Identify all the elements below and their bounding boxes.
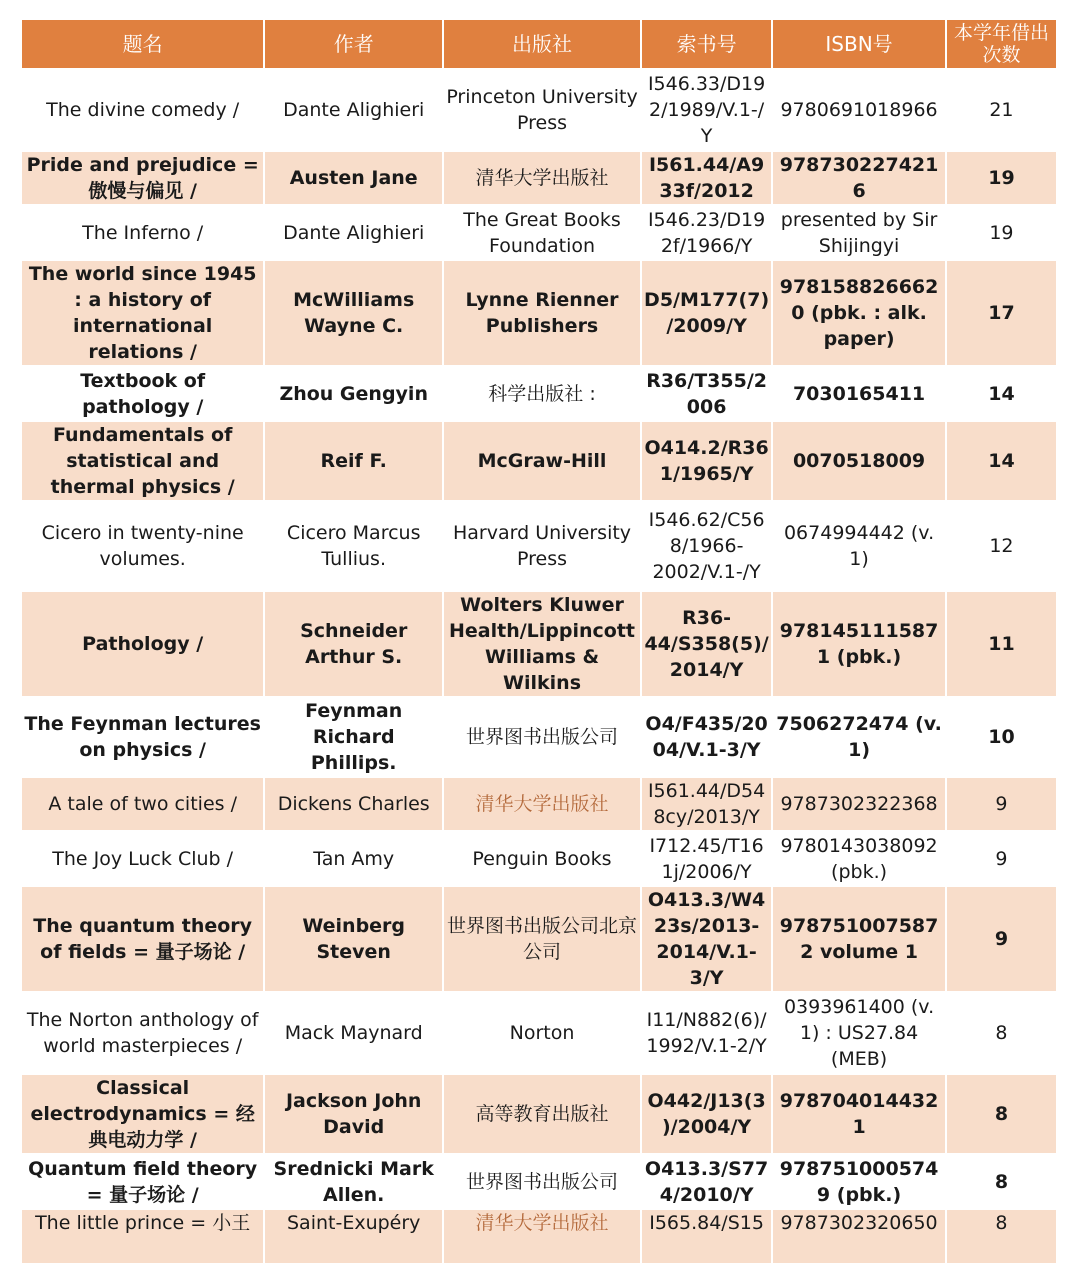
cell-borrow-count: 8: [947, 1075, 1056, 1153]
cell-isbn: 9780691018966: [773, 70, 945, 150]
cell-title: The Joy Luck Club /: [22, 832, 263, 885]
cell-publisher: Princeton University Press: [444, 70, 640, 150]
book-borrow-ranking-sheet: [22, 20, 1060, 1265]
cell-publisher: 高等教育出版社: [444, 1075, 640, 1153]
cell-call-number: O413.3/W423s/2013-2014/V.1-3/Y: [642, 887, 771, 991]
cell-call-number: O4/F435/2004/V.1-3/Y: [642, 698, 771, 776]
cell-author: Weinberg Steven: [265, 887, 442, 991]
table-row: [22, 152, 1056, 204]
header-author: 作者: [265, 20, 442, 68]
cell-publisher: Penguin Books: [444, 832, 640, 885]
cell-isbn: 9787302274216: [773, 152, 945, 204]
table-row: [22, 1155, 1056, 1208]
cell-call-number: I546.62/C568/1966-2002/V.1-/Y: [642, 502, 771, 590]
cell-isbn: 7030165411: [773, 367, 945, 420]
cell-isbn: 0070518009: [773, 422, 945, 500]
table-header-row: [22, 20, 1056, 68]
cell-publisher: Wolters Kluwer Health/Lippincott Williams & Wilkins: [444, 592, 640, 696]
cell-title: Fundamentals of statistical and thermal physics /: [22, 422, 263, 500]
cell-borrow-count: 14: [947, 422, 1056, 500]
cell-author: Tan Amy: [265, 832, 442, 885]
cell-publisher: Harvard University Press: [444, 502, 640, 590]
table-row: [22, 592, 1056, 696]
cell-isbn: 9781588266620 (pbk. : alk. paper): [773, 261, 945, 365]
cell-call-number: R36-44/S358(5)/2014/Y: [642, 592, 771, 696]
cell-publisher: The Great Books Foundation: [444, 206, 640, 259]
cell-title: Pride and prejudice = 傲慢与偏见 /: [22, 152, 263, 204]
cell-isbn: 9787302322368: [773, 778, 945, 830]
cell-author: Feynman Richard Phillips.: [265, 698, 442, 776]
cell-publisher: Lynne Rienner Publishers: [444, 261, 640, 365]
cell-call-number: O413.3/S774/2010/Y: [642, 1155, 771, 1208]
cell-author: Reif F.: [265, 422, 442, 500]
cell-title: The Feynman lectures on physics /: [22, 698, 263, 776]
cell-isbn: 9787040144321: [773, 1075, 945, 1153]
cell-publisher: 清华大学出版社: [444, 152, 640, 204]
cell-call-number: I546.23/D192f/1966/Y: [642, 206, 771, 259]
cell-publisher: 世界图书出版公司: [444, 698, 640, 776]
cell-call-number: I712.45/T161j/2006/Y: [642, 832, 771, 885]
cell-borrow-count: 19: [947, 152, 1056, 204]
cell-publisher: 世界图书出版公司: [444, 1155, 640, 1208]
cell-publisher: 世界图书出版公司北京公司: [444, 887, 640, 991]
table-row: [22, 1075, 1056, 1153]
cell-author: Cicero Marcus Tullius.: [265, 502, 442, 590]
cell-call-number: I565.84/S15: [642, 1210, 771, 1263]
cell-title: Pathology /: [22, 592, 263, 696]
cell-isbn: 9787510005749 (pbk.): [773, 1155, 945, 1208]
cell-publisher: 清华大学出版社: [444, 1210, 640, 1263]
cell-publisher: McGraw-Hill: [444, 422, 640, 500]
cell-title: The Norton anthology of world masterpieces /: [22, 993, 263, 1073]
cell-title: Quantum field theory = 量子场论 /: [22, 1155, 263, 1208]
cell-publisher: 清华大学出版社: [444, 778, 640, 830]
cell-author: Jackson John David: [265, 1075, 442, 1153]
table-row: [22, 1210, 1056, 1263]
cell-author: Dante Alighieri: [265, 206, 442, 259]
header-isbn: ISBN号: [773, 20, 945, 68]
cell-title: The Inferno /: [22, 206, 263, 259]
cell-isbn: 9780143038092 (pbk.): [773, 832, 945, 885]
cell-title: Classical electrodynamics = 经典电动力学 /: [22, 1075, 263, 1153]
cell-borrow-count: 11: [947, 592, 1056, 696]
table-row: [22, 698, 1056, 776]
table-row: [22, 832, 1056, 885]
cell-title: The quantum theory of fields = 量子场论 /: [22, 887, 263, 991]
cell-borrow-count: 17: [947, 261, 1056, 365]
cell-isbn: 9781451115871 (pbk.): [773, 592, 945, 696]
table-row: [22, 887, 1056, 991]
cell-author: Dickens Charles: [265, 778, 442, 830]
table-row: [22, 367, 1056, 420]
cell-call-number: I11/N882(6)/1992/V.1-2/Y: [642, 993, 771, 1073]
cell-title: The divine comedy /: [22, 70, 263, 150]
cell-call-number: D5/M177(7)/2009/Y: [642, 261, 771, 365]
cell-borrow-count: 8: [947, 1210, 1056, 1263]
cell-title: A tale of two cities /: [22, 778, 263, 830]
table-row: [22, 70, 1056, 150]
cell-isbn: 0393961400 (v. 1) : US27.84 (MEB): [773, 993, 945, 1073]
cell-author: Austen Jane: [265, 152, 442, 204]
cell-isbn: 9787302320650: [773, 1210, 945, 1263]
table-row: [22, 206, 1056, 259]
cell-title: The little prince = 小王: [22, 1210, 263, 1263]
cell-isbn: 0674994442 (v. 1): [773, 502, 945, 590]
cell-call-number: O414.2/R361/1965/Y: [642, 422, 771, 500]
cell-publisher: 科学出版社 :: [444, 367, 640, 420]
cell-borrow-count: 8: [947, 1155, 1056, 1208]
cell-borrow-count: 8: [947, 993, 1056, 1073]
cell-call-number: R36/T355/2006: [642, 367, 771, 420]
cell-author: Mack Maynard: [265, 993, 442, 1073]
table-row: [22, 422, 1056, 500]
header-publisher: 出版社: [444, 20, 640, 68]
header-title: 题名: [22, 20, 263, 68]
cell-call-number: I561.44/D548cy/2013/Y: [642, 778, 771, 830]
cell-title: The world since 1945 : a history of international relations /: [22, 261, 263, 365]
cell-borrow-count: 14: [947, 367, 1056, 420]
cell-borrow-count: 9: [947, 887, 1056, 991]
cell-author: McWilliams Wayne C.: [265, 261, 442, 365]
cell-publisher: Norton: [444, 993, 640, 1073]
cell-author: Zhou Gengyin: [265, 367, 442, 420]
cell-title: Cicero in twenty-nine volumes.: [22, 502, 263, 590]
cell-borrow-count: 21: [947, 70, 1056, 150]
header-borrow-count: 本学年借出次数: [947, 20, 1056, 68]
cell-author: Dante Alighieri: [265, 70, 442, 150]
cell-call-number: O442/J13(3)/2004/Y: [642, 1075, 771, 1153]
header-call-number: 索书号: [642, 20, 771, 68]
table-row: [22, 778, 1056, 830]
table-row: [22, 502, 1056, 590]
cell-author: Srednicki Mark Allen.: [265, 1155, 442, 1208]
cell-borrow-count: 12: [947, 502, 1056, 590]
table-row: [22, 261, 1056, 365]
table-row: [22, 993, 1056, 1073]
book-ranking-table: [20, 18, 1058, 1265]
cell-borrow-count: 9: [947, 778, 1056, 830]
cell-title: Textbook of pathology /: [22, 367, 263, 420]
cell-borrow-count: 9: [947, 832, 1056, 885]
cell-borrow-count: 10: [947, 698, 1056, 776]
cell-call-number: I561.44/A933f/2012: [642, 152, 771, 204]
cell-author: Schneider Arthur S.: [265, 592, 442, 696]
cell-isbn: 7506272474 (v. 1): [773, 698, 945, 776]
cell-call-number: I546.33/D192/1989/V.1-/Y: [642, 70, 771, 150]
cell-isbn: presented by Sir Shijingyi: [773, 206, 945, 259]
cell-isbn: 9787510075872 volume 1: [773, 887, 945, 991]
cell-author: Saint-Exupéry: [265, 1210, 442, 1263]
cell-borrow-count: 19: [947, 206, 1056, 259]
